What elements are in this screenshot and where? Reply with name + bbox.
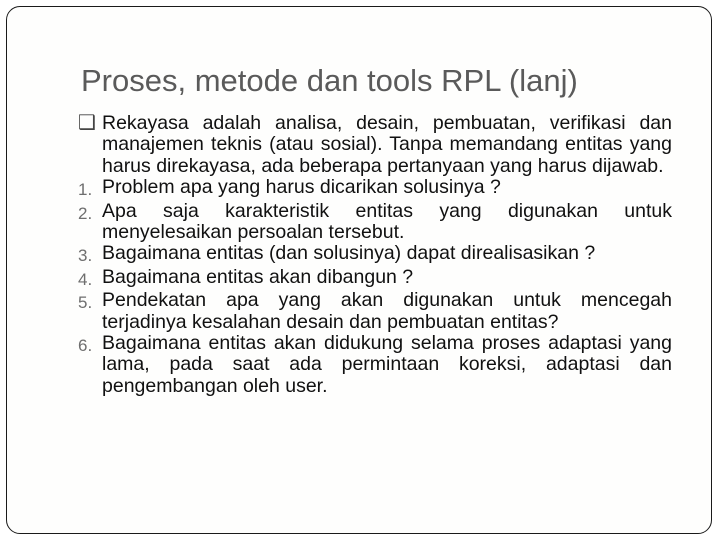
list-item-number: 2. xyxy=(78,203,93,223)
list-item-number: 4. xyxy=(78,269,93,289)
list-item-number: 1. xyxy=(78,180,93,200)
list-item xyxy=(78,290,672,333)
list-item-number: 5. xyxy=(78,293,93,313)
list-item xyxy=(78,267,672,290)
slide-body xyxy=(78,113,672,397)
list-item xyxy=(78,333,672,397)
list-item-text: Problem apa yang harus dicarikan solusinya ? xyxy=(102,176,501,199)
bullet-text: Rekayasa adalah analisa, desain, pembuatan, verifikasi dan manajemen teknis (atau sosial). Tanpa memandang entitas yang harus direkayasa, ada beberapa pertanyaan yang harus dijawab. xyxy=(102,112,672,177)
list-item-text: Bagaimana entitas akan didukung selama proses adaptasi yang lama, pada saat ada permintaan koreksi, adaptasi dan pengembangan oleh user. xyxy=(102,332,672,397)
list-item-text: Apa saja karakteristik entitas yang digunakan untuk menyelesaikan persoalan tersebut. xyxy=(102,199,672,244)
list-item-text: Bagaimana entitas akan dibangun ? xyxy=(102,265,414,288)
list-item xyxy=(78,243,672,266)
list-item-number: 3. xyxy=(78,246,93,266)
list-item-text: Pendekatan apa yang akan digunakan untuk mencegah terjadinya kesalahan desain dan pembuatan entitas? xyxy=(102,289,672,333)
slide-title: Proses, metode dan tools RPL (lanj) xyxy=(81,63,578,98)
list-item xyxy=(78,177,672,200)
checkbox-bullet-icon: ❑ xyxy=(78,112,96,134)
list-item xyxy=(78,201,672,244)
list-item-number: 6. xyxy=(78,336,93,356)
list-item-text: Bagaimana entitas (dan solusinya) dapat direalisasikan ? xyxy=(102,242,596,265)
bullet-item xyxy=(78,113,672,177)
